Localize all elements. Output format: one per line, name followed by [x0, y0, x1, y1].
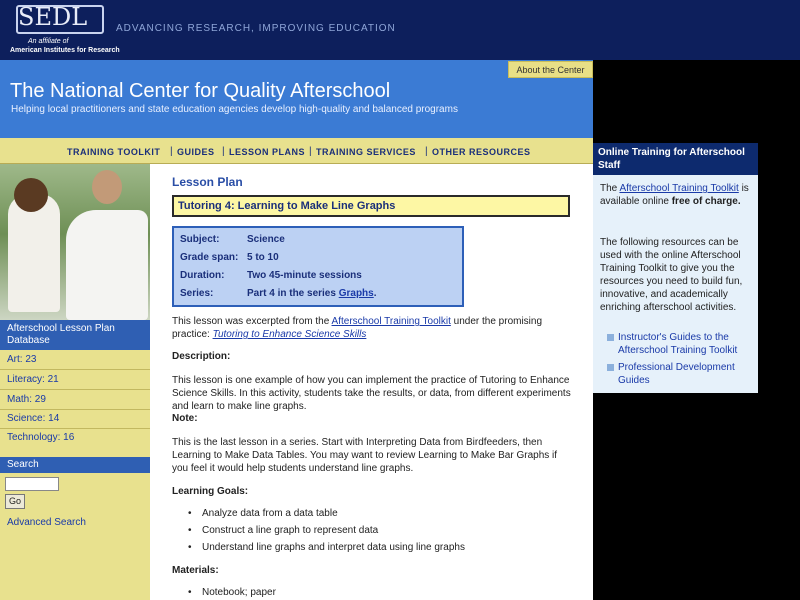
instructor-guides-text[interactable]: Instructor's Guides to the Afterschool Training Toolkit — [618, 332, 738, 356]
photo-figure-tutor-head — [92, 170, 122, 204]
sidebar-link-literacy[interactable]: Literacy: 21 — [7, 374, 59, 385]
main-nav — [0, 138, 593, 164]
lesson-plan-heading: Lesson Plan — [172, 175, 243, 189]
search-heading: Search — [0, 457, 150, 473]
sidebar-heading: Afterschool Lesson Plan Database — [0, 320, 150, 350]
advanced-search-link[interactable]: Advanced Search — [7, 517, 86, 528]
about-center-link[interactable]: About the Center — [508, 61, 593, 78]
series-graphs-link[interactable]: Graphs — [338, 288, 374, 299]
nav-other-resources[interactable]: OTHER RESOURCES — [432, 147, 531, 157]
series-label: Series: — [180, 288, 214, 299]
nav-separator: | — [309, 146, 312, 157]
right-panel-heading: Online Training for Afterschool Staff — [593, 143, 758, 175]
learning-goals-heading: Learning Goals: — [172, 486, 249, 497]
excerpt-mid: under the promising practice: — [172, 316, 543, 340]
site-subtitle: Helping local practitioners and state education agencies develop high-quality and balanced programs — [11, 104, 458, 115]
lesson-title: Tutoring 4: Learning to Make Line Graphs — [178, 200, 396, 212]
rp-intro-mid: is available online — [600, 183, 749, 207]
subject-label: Subject: — [180, 234, 220, 245]
header-photo — [0, 164, 150, 320]
description-heading: Description: — [172, 351, 231, 362]
goal-item — [190, 525, 378, 536]
material-item — [190, 587, 276, 598]
practice-link[interactable]: Tutoring to Enhance Science Skills — [212, 329, 367, 340]
nav-training-toolkit[interactable]: TRAINING TOOLKIT — [67, 147, 161, 157]
rp-intro-prefix: The — [600, 183, 620, 194]
duration-label: Duration: — [180, 270, 225, 281]
series-prefix: Part 4 in the series — [247, 288, 339, 299]
excerpt-prefix: This lesson was excerpted from the — [172, 316, 332, 327]
logo-text: SEDL — [18, 3, 88, 31]
series-suffix: . — [373, 288, 377, 299]
rp-toolkit-link[interactable]: Afterschool Training Toolkit — [619, 183, 739, 194]
sidebar-link-art[interactable]: Art: 23 — [7, 354, 37, 365]
sidebar-divider — [0, 389, 150, 390]
nav-training-services[interactable]: TRAINING SERVICES — [316, 147, 416, 157]
logo-org-text: American Institutes for Research — [10, 47, 120, 54]
professional-development-link[interactable] — [607, 361, 757, 387]
nav-guides[interactable]: GUIDES — [177, 147, 215, 157]
goal-text: Analyze data from a data table — [202, 508, 338, 519]
goal-text: Construct a line graph to represent data — [202, 525, 379, 536]
materials-heading: Materials: — [172, 565, 219, 576]
go-button[interactable]: Go — [5, 494, 25, 509]
sidebar-link-technology[interactable]: Technology: 16 — [7, 432, 75, 443]
right-panel-resources-text: The following resources can be used with the online Afterschool Training Toolkit to give you the resources you need to build fun, innovative, and academically enriching afterschool activities. — [600, 237, 743, 313]
material-text: Notebook; paper — [202, 587, 276, 598]
goal-item — [190, 542, 465, 553]
grade-value: 5 to 10 — [247, 252, 279, 263]
photo-figure-tutor — [66, 210, 148, 320]
series-value — [247, 288, 377, 299]
right-panel-intro — [600, 182, 755, 208]
search-input[interactable] — [5, 477, 59, 491]
subject-value: Science — [247, 234, 285, 245]
professional-development-text[interactable]: Professional Development Guides — [618, 362, 735, 386]
photo-figure-student-head — [14, 178, 48, 212]
toolkit-link[interactable]: Afterschool Training Toolkit — [331, 316, 451, 327]
sidebar-divider — [0, 369, 150, 370]
sedl-logo[interactable] — [6, 3, 120, 57]
sidebar-link-science[interactable]: Science: 14 — [7, 413, 60, 424]
sidebar-divider — [0, 409, 150, 410]
goal-item — [190, 508, 338, 519]
nav-lesson-plans[interactable]: LESSON PLANS — [229, 147, 306, 157]
sidebar-divider — [0, 428, 150, 429]
site-title: The National Center for Quality Afterschool — [10, 80, 391, 102]
note-heading: Note: — [172, 413, 198, 424]
note-text: This is the last lesson in a series. Start with Interpreting Data from Birdfeeders, then Learning to Make Data Tables. You may want to review Learning to Make Bar Graphs if you feel it would help students understand line graphs. — [172, 437, 558, 474]
nav-separator: | — [425, 146, 428, 157]
logo-affiliate-text: An affiliate of — [28, 38, 69, 45]
rp-free-text: free of charge. — [671, 196, 741, 207]
excerpt-text — [172, 315, 572, 341]
goal-text: Understand line graphs and interpret data using line graphs — [202, 542, 465, 553]
sidebar-link-math[interactable]: Math: 29 — [7, 394, 46, 405]
duration-value: Two 45-minute sessions — [247, 270, 362, 281]
grade-label: Grade span: — [180, 252, 239, 263]
nav-separator: | — [170, 146, 173, 157]
tagline: ADVANCING RESEARCH, IMPROVING EDUCATION — [116, 23, 396, 34]
instructor-guides-link[interactable] — [607, 331, 757, 357]
nav-separator: | — [222, 146, 225, 157]
description-text: This lesson is one example of how you can implement the practice of Tutoring to Enhance Science Skills. In this activity, students take the results, or data, from different experiments and learn to make line graphs. — [172, 375, 571, 412]
